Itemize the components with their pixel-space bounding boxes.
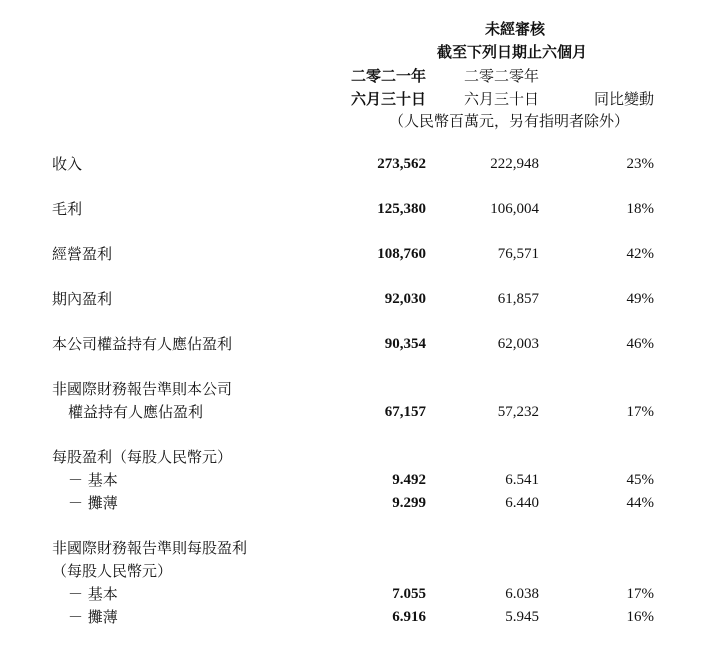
- section-heading: [0, 537, 724, 559]
- value-2021: 90,354: [384, 336, 426, 352]
- header-period: 截至下列日期止六個月: [436, 43, 587, 61]
- table-row: [0, 469, 724, 491]
- row-label: 毛利: [52, 200, 83, 218]
- table-row: [0, 243, 724, 265]
- value-change: 44%: [626, 495, 654, 511]
- row-label: 權益持有人應佔盈利: [68, 403, 204, 421]
- value-2021: 108,760: [377, 246, 426, 262]
- row-label: － 攤薄: [68, 608, 118, 626]
- value-2020: 62,003: [497, 336, 539, 352]
- value-2020: 57,232: [497, 404, 539, 420]
- row-label: 收入: [52, 155, 83, 173]
- value-2020: 6.038: [505, 586, 539, 602]
- row-label: － 基本: [68, 471, 118, 489]
- value-2020: 76,571: [497, 246, 539, 262]
- value-2021: 92,030: [384, 291, 426, 307]
- section-heading: [0, 560, 724, 582]
- section-heading: [0, 446, 724, 468]
- value-2020: 222,948: [490, 156, 539, 172]
- table-row: [0, 401, 724, 423]
- value-2021: 67,157: [384, 404, 426, 420]
- header-year-2021: 二零二一年: [350, 67, 426, 85]
- value-2021: 9.299: [392, 495, 426, 511]
- header-date-2020: 六月三十日: [463, 90, 539, 108]
- row-label: 每股盈利（每股人民幣元）: [52, 448, 233, 466]
- header-change: 同比變動: [593, 90, 654, 108]
- value-2020: 6.440: [505, 495, 539, 511]
- value-2021: 273,562: [377, 156, 426, 172]
- value-change: 23%: [626, 156, 654, 172]
- table-row: [0, 378, 724, 400]
- value-change: 49%: [626, 291, 654, 307]
- value-change: 18%: [626, 201, 654, 217]
- value-change: 42%: [626, 246, 654, 262]
- value-change: 16%: [626, 609, 654, 625]
- table-row: [0, 492, 724, 514]
- table-row: [0, 583, 724, 605]
- value-2021: 6.916: [392, 609, 426, 625]
- header-unit-note: （人民幣百萬元，另有指明者除外）: [388, 112, 629, 130]
- header-date-2021: 六月三十日: [350, 90, 426, 108]
- value-2020: 6.541: [505, 472, 539, 488]
- table-row: [0, 606, 724, 628]
- row-label: 非國際財務報告準則本公司: [52, 380, 233, 398]
- row-label: 期內盈利: [52, 290, 113, 308]
- value-2021: 7.055: [392, 586, 426, 602]
- row-label: 經營盈利: [52, 245, 113, 263]
- row-label: 本公司權益持有人應佔盈利: [52, 335, 233, 353]
- row-label: 非國際財務報告準則每股盈利: [52, 539, 248, 557]
- header-unaudited: 未經審核: [484, 20, 545, 38]
- row-label: － 攤薄: [68, 494, 118, 512]
- value-2021: 125,380: [377, 201, 426, 217]
- value-change: 45%: [626, 472, 654, 488]
- row-label: － 基本: [68, 585, 118, 603]
- value-2020: 61,857: [497, 291, 539, 307]
- value-2020: 5.945: [505, 609, 539, 625]
- table-row: [0, 333, 724, 355]
- row-label: （每股人民幣元）: [52, 562, 173, 580]
- table-row: [0, 288, 724, 310]
- value-change: 46%: [626, 336, 654, 352]
- value-change: 17%: [626, 586, 654, 602]
- value-change: 17%: [626, 404, 654, 420]
- table-row: [0, 153, 724, 175]
- header-year-2020: 二零二零年: [463, 67, 539, 85]
- value-2020: 106,004: [490, 201, 539, 217]
- value-2021: 9.492: [392, 472, 426, 488]
- table-row: [0, 198, 724, 220]
